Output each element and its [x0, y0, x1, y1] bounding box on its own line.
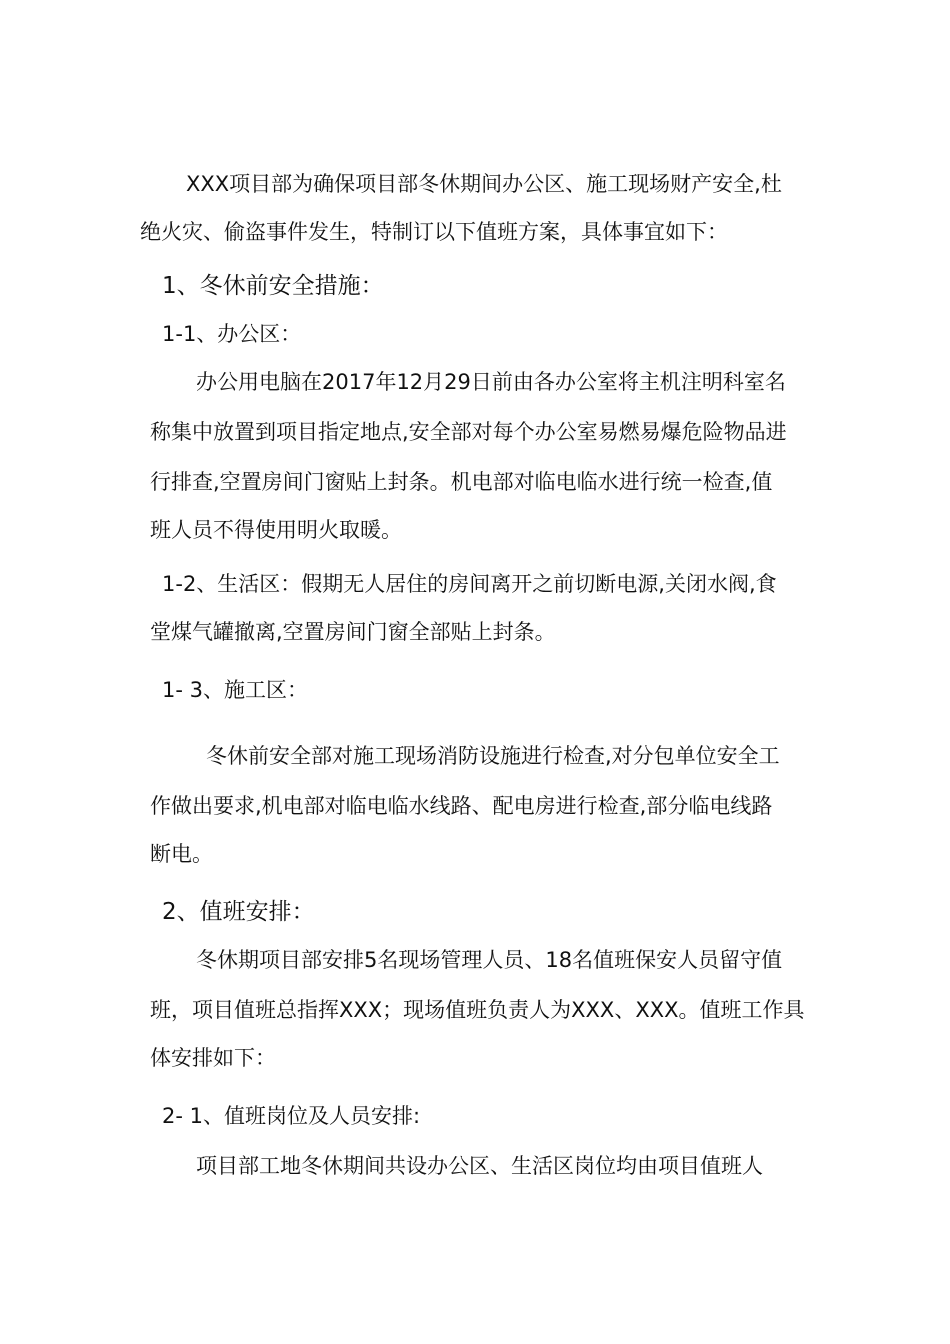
office-line-4: 班人员不得使用明火取暖。 [150, 518, 402, 542]
section-1-heading: 1、冬休前安全措施： [162, 273, 384, 299]
intro-line-1: XXX项目部为确保项目部冬休期间办公区、施工现场财产安全,杜 [186, 172, 782, 196]
office-line-3: 行排查,空置房间门窗贴上封条。机电部对临电临水进行统一检查,值 [150, 470, 773, 494]
duty-sub1-line-1: 项目部工地冬休期间共设办公区、生活区岗位均由项目值班人 [196, 1154, 763, 1178]
construction-line-1: 冬休前安全部对施工现场消防设施进行检查,对分包单位安全工 [206, 744, 780, 768]
intro-line-2: 绝火灾、偷盗事件发生，特制订以下值班方案，具体事宜如下： [140, 220, 728, 244]
duty-line-3: 体安排如下： [150, 1046, 276, 1070]
living-line-2: 堂煤气罐撤离,空置房间门窗全部贴上封条。 [150, 620, 556, 644]
construction-line-2: 作做出要求,机电部对临电临水线路、配电房进行检查,部分临电线路 [150, 794, 773, 818]
office-line-2: 称集中放置到项目指定地点,安全部对每个办公室易燃易爆危险物品进 [150, 420, 787, 444]
office-heading: 1-1、办公区： [162, 322, 302, 346]
office-line-1: 办公用电脑在2017年12月29日前由各办公室将主机注明科室名 [196, 370, 786, 394]
construction-heading: 1- 3、施工区： [162, 678, 308, 702]
duty-line-1: 冬休期项目部安排5名现场管理人员、18名值班保安人员留守值 [196, 948, 783, 972]
duty-line-2: 班，项目值班总指挥XXX；现场值班负责人为XXX、XXX。值班工作具 [150, 998, 805, 1022]
section-2-heading: 2、值班安排： [162, 899, 315, 925]
duty-sub1-heading: 2- 1、值班岗位及人员安排: [162, 1104, 421, 1128]
construction-line-3: 断电。 [150, 842, 213, 866]
living-line-1: 1-2、生活区：假期无人居住的房间离开之前切断电源,关闭水阀,食 [162, 572, 777, 596]
